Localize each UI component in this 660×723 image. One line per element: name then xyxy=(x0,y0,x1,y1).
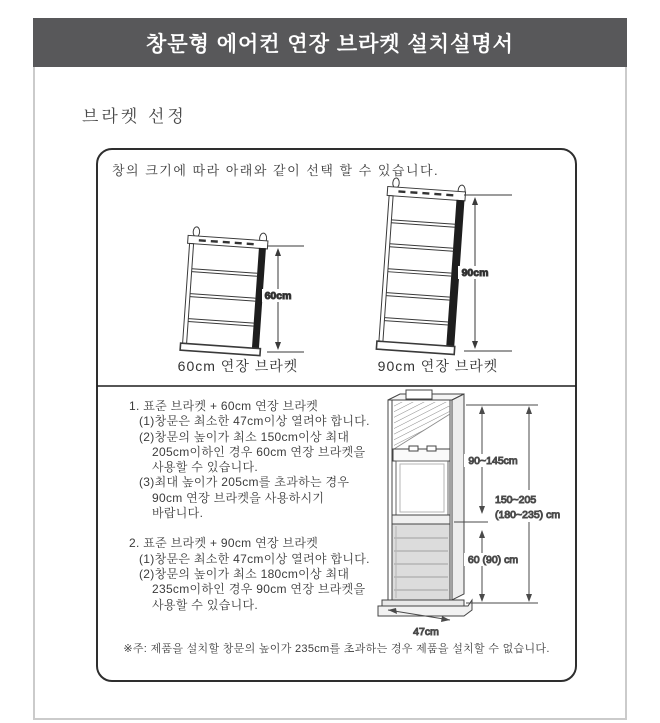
instr1-line4: 205cm이하인 경우 60cm 연장 브라켓을 xyxy=(152,444,366,459)
instr1-line2: (1)창문은 최소한 47cm이상 열려야 합니다. xyxy=(139,414,370,429)
note-text: ※주: 제품을 설치할 창문의 높이가 235cm를 초과하는 경우 제품을 설치할 수 없습니다. xyxy=(123,643,550,655)
manual-page xyxy=(33,18,627,720)
bracket-90-drawing xyxy=(376,177,466,354)
instr1-line5: 사용할 수 있습니다. xyxy=(152,460,259,475)
bracket-60-label: 60cm 연장 브라켓 xyxy=(177,358,299,374)
dim-60cm-label: 60cm xyxy=(264,290,292,302)
bracket-90-dimension xyxy=(458,195,512,351)
instr1-line1: 1. 표준 브라켓 + 60cm 연장 브라켓 xyxy=(129,399,319,413)
instr2-line4: 235cm이하인 경우 90cm 연장 브라켓을 xyxy=(152,582,366,597)
bracket-60-drawing xyxy=(180,226,268,355)
bracket-selection-box xyxy=(96,148,577,682)
dim-lower-label: 60 (90) cm xyxy=(467,554,519,566)
instr1-line7: 90cm 연장 브라켓을 사용하시기 xyxy=(152,490,325,505)
bracket-60-dimension xyxy=(262,246,304,352)
bracket-90-label: 90cm 연장 브라켓 xyxy=(377,358,499,374)
instr2-line1: 2. 표준 브라켓 + 90cm 연장 브라켓 xyxy=(129,536,319,551)
intro-text: 창의 크기에 따라 아래와 같이 선택 할 수 있습니다. xyxy=(112,163,440,178)
dim-upper-label: 90~145cm xyxy=(468,455,518,467)
dim-total-line2: (180~235) cm xyxy=(495,509,561,521)
dim-total-line1: 150~205 xyxy=(495,494,537,506)
header-bar xyxy=(33,18,627,67)
instr1-line8: 바랍니다. xyxy=(152,506,204,521)
instructions xyxy=(129,399,397,628)
dim-90cm-label: 90cm xyxy=(461,267,489,279)
instruction-item-2 xyxy=(129,536,397,612)
instr2-line2: (1)창문은 최소한 47cm이상 열려야 합니다. xyxy=(139,551,370,566)
dim-width-label: 47cm xyxy=(413,626,439,638)
instr1-line3: (2)창문의 높이가 최소 150cm이상 최대 xyxy=(139,429,350,444)
instr2-line3: (2)창문의 높이가 최소 180cm이상 최대 xyxy=(139,566,350,581)
instr1-line6: (3)최대 높이가 205cm를 초과하는 경우 xyxy=(139,475,350,490)
section-title: 브라켓 선정 xyxy=(82,107,187,126)
instr2-line5: 사용할 수 있습니다. xyxy=(152,597,259,612)
instruction-item-1 xyxy=(129,399,397,521)
bracket-selection-content xyxy=(96,148,577,682)
page-title: 창문형 에어컨 연장 브라켓 설치설명서 xyxy=(146,32,514,56)
